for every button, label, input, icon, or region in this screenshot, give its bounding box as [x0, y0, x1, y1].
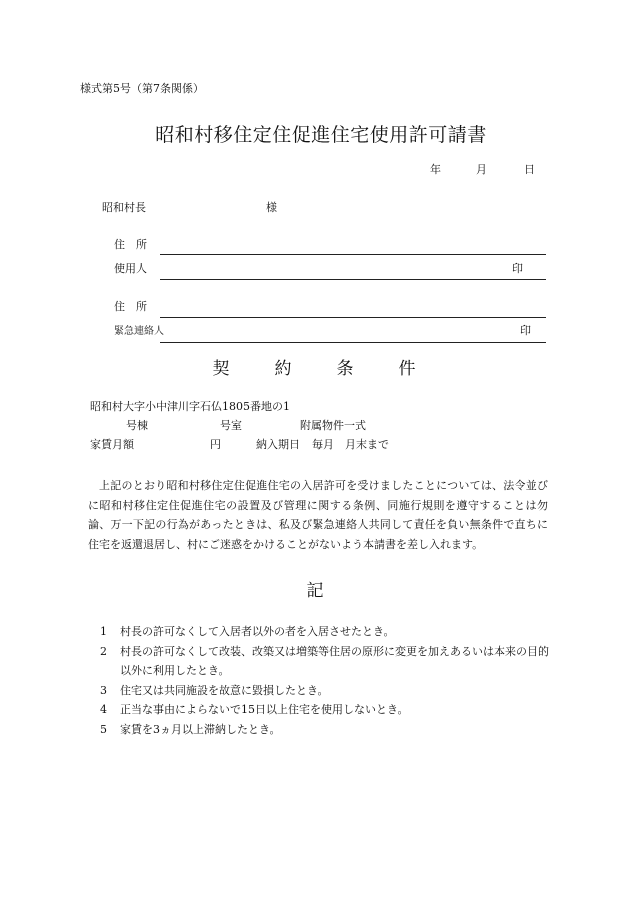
list-item-number: 3 [100, 683, 107, 697]
list-item-number: 5 [100, 722, 107, 736]
pledge-paragraph: 上記のとおり昭和村移住定住促進住宅の入居許可を受けましたことについては、法令並びに昭和村移住定住促進住宅の設置及び管理に関する条例、同施行規則を遵守することは勿論、万一下記の行為があったときは、私及び緊急連絡人共同して責任を負い無条件で直ちに住宅を返還退居し、村にご迷惑をかけることがないよう本請書を差し入れます。 [88, 479, 548, 551]
list-item [100, 642, 550, 681]
due-date-label: 納入期日 [256, 438, 300, 451]
room-label: 号室 [220, 419, 242, 432]
list-item-number: 4 [100, 703, 107, 716]
addressee-label: 昭和村長 [102, 201, 146, 214]
conditions-heading: 契 約 条 件 [212, 359, 430, 379]
user-name-line [160, 279, 546, 280]
list-item-text: 住宅又は共同施設を故意に毀損したとき。 [120, 683, 329, 697]
list-item [100, 681, 550, 701]
list-item-number: 2 [100, 644, 107, 658]
emergency-address-label: 住 所 [114, 300, 147, 313]
date-month-label: 月 [476, 163, 487, 176]
building-label: 号棟 [126, 419, 148, 432]
emergency-name-line [160, 342, 546, 343]
emergency-name-label: 緊急連絡人 [114, 326, 164, 337]
user-address-line [160, 254, 546, 255]
user-address-label: 住 所 [114, 238, 147, 251]
rent-yen-label: 円 [210, 438, 221, 451]
page-title: 昭和村移住定住促進住宅使用許可請書 [155, 124, 487, 146]
property-location: 昭和村大字小中津川字石仏1805番地の1 [90, 400, 290, 413]
list-item-text: 村長の許可なくして改装、改築又は増築等住居の原形に変更を加えあるいは本来の目的以外に利用したとき。 [120, 644, 549, 677]
addressee-honorific: 様 [266, 201, 277, 214]
list-item [100, 700, 550, 720]
list-item-text: 家賃を3ヵ月以上滞納したとき。 [120, 722, 281, 736]
user-name-label: 使用人 [114, 262, 147, 275]
emergency-address-line [160, 317, 546, 318]
list-item-number: 1 [100, 625, 107, 638]
list-item [100, 622, 550, 642]
violations-list [100, 622, 550, 739]
list-item-text: 村長の許可なくして入居者以外の者を入居させたとき。 [120, 625, 395, 638]
list-item [100, 720, 550, 740]
date-day-label: 日 [524, 163, 535, 176]
accessories-label: 附属物件一式 [300, 419, 366, 432]
due-date-value: 毎月 月末まで [312, 438, 389, 451]
form-number: 様式第5号（第7条関係） [80, 82, 204, 95]
user-seal-mark: 印 [512, 262, 523, 275]
ki-heading: 記 [306, 581, 324, 601]
emergency-seal-mark: 印 [520, 324, 531, 337]
rent-label: 家賃月額 [90, 438, 134, 451]
date-year-label: 年 [430, 163, 441, 176]
list-item-text: 正当な事由によらないで15日以上住宅を使用しないとき。 [120, 703, 409, 716]
